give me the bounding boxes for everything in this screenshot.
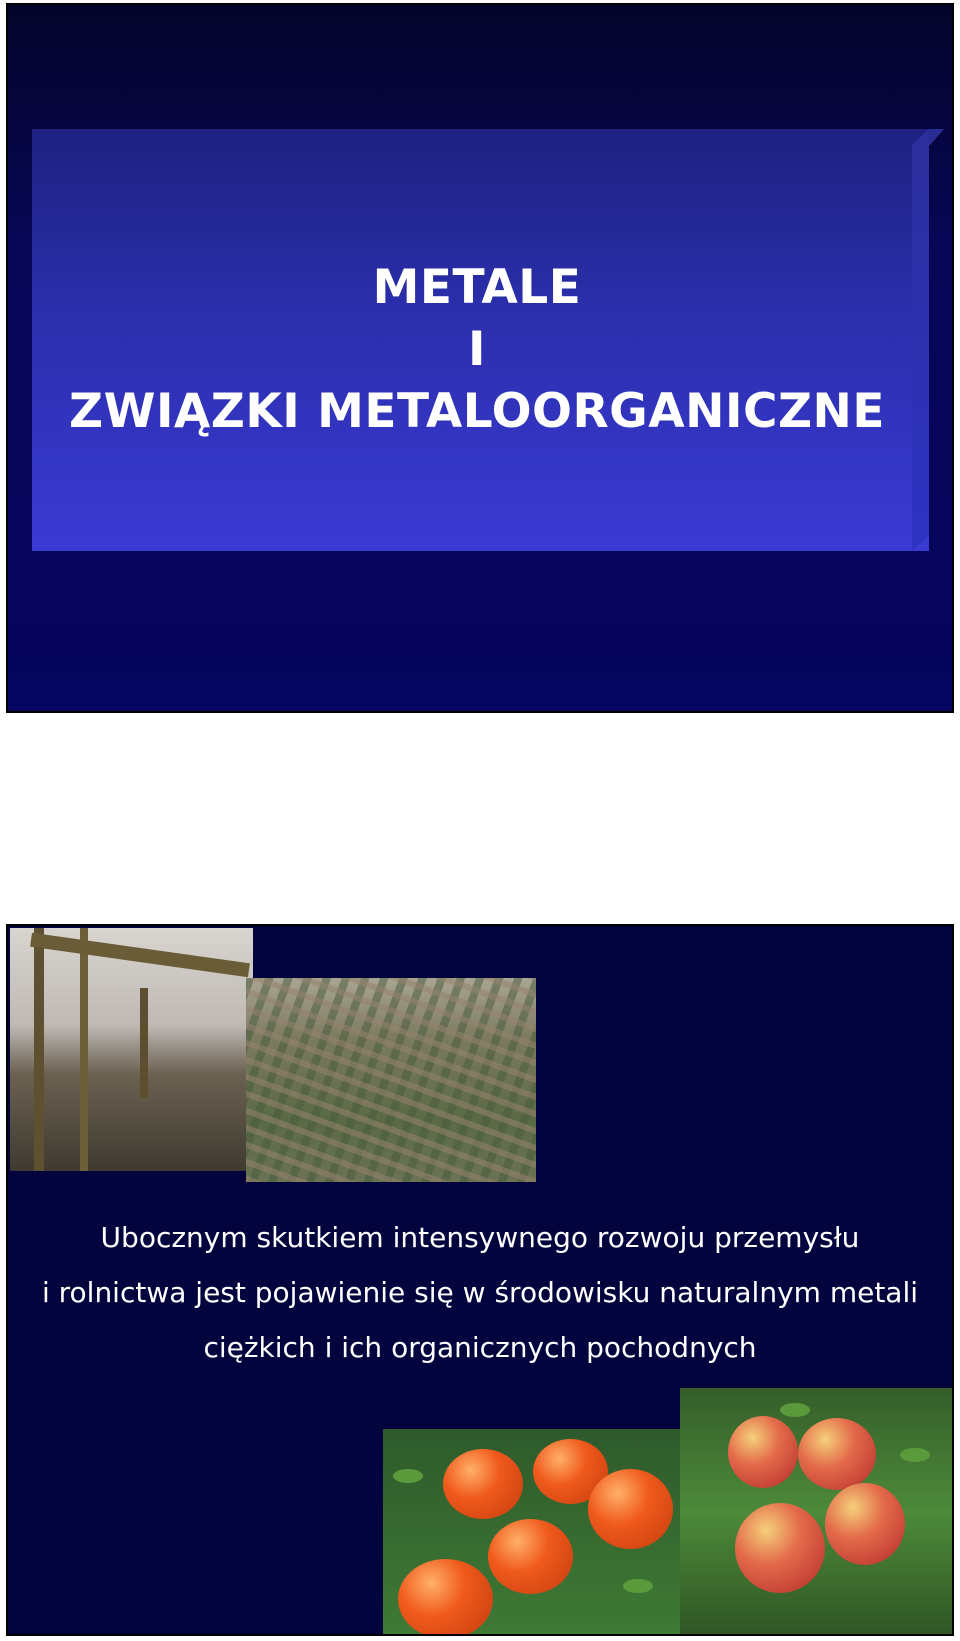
leaf: [780, 1403, 810, 1417]
shipyard-photo: [10, 928, 253, 1171]
apples-photo: [680, 1388, 954, 1636]
content-slide: [6, 924, 954, 1636]
apple: [825, 1483, 905, 1565]
leaf: [623, 1579, 653, 1593]
crane-beam: [30, 933, 250, 977]
body-line-2: i rolnictwa jest pojawienie się w środowisku naturalnym metali: [41, 1276, 919, 1309]
crane-tower: [140, 988, 148, 1098]
tomato: [443, 1449, 523, 1519]
body-line-1: Ubocznym skutkiem intensywnego rozwoju przemysłu: [100, 1221, 860, 1254]
leaf: [393, 1469, 423, 1483]
tomato: [488, 1519, 573, 1594]
tomatoes-photo: [383, 1429, 683, 1636]
leaf: [900, 1448, 930, 1462]
body-line-3: ciężkich i ich organicznych pochodnych: [203, 1331, 757, 1364]
tomato: [398, 1559, 493, 1636]
apple: [735, 1503, 825, 1593]
apple: [798, 1418, 876, 1490]
title-slide: [6, 3, 954, 713]
tomato: [588, 1469, 673, 1549]
slide-title: [32, 257, 922, 443]
slide-body-text: [8, 1210, 952, 1375]
industrial-aerial-photo: [246, 978, 536, 1182]
title-line-2: I: [468, 322, 486, 377]
title-line-3: ZWIĄZKI METALOORGANICZNE: [69, 384, 885, 439]
apple: [728, 1416, 798, 1488]
title-line-1: METALE: [372, 260, 582, 315]
